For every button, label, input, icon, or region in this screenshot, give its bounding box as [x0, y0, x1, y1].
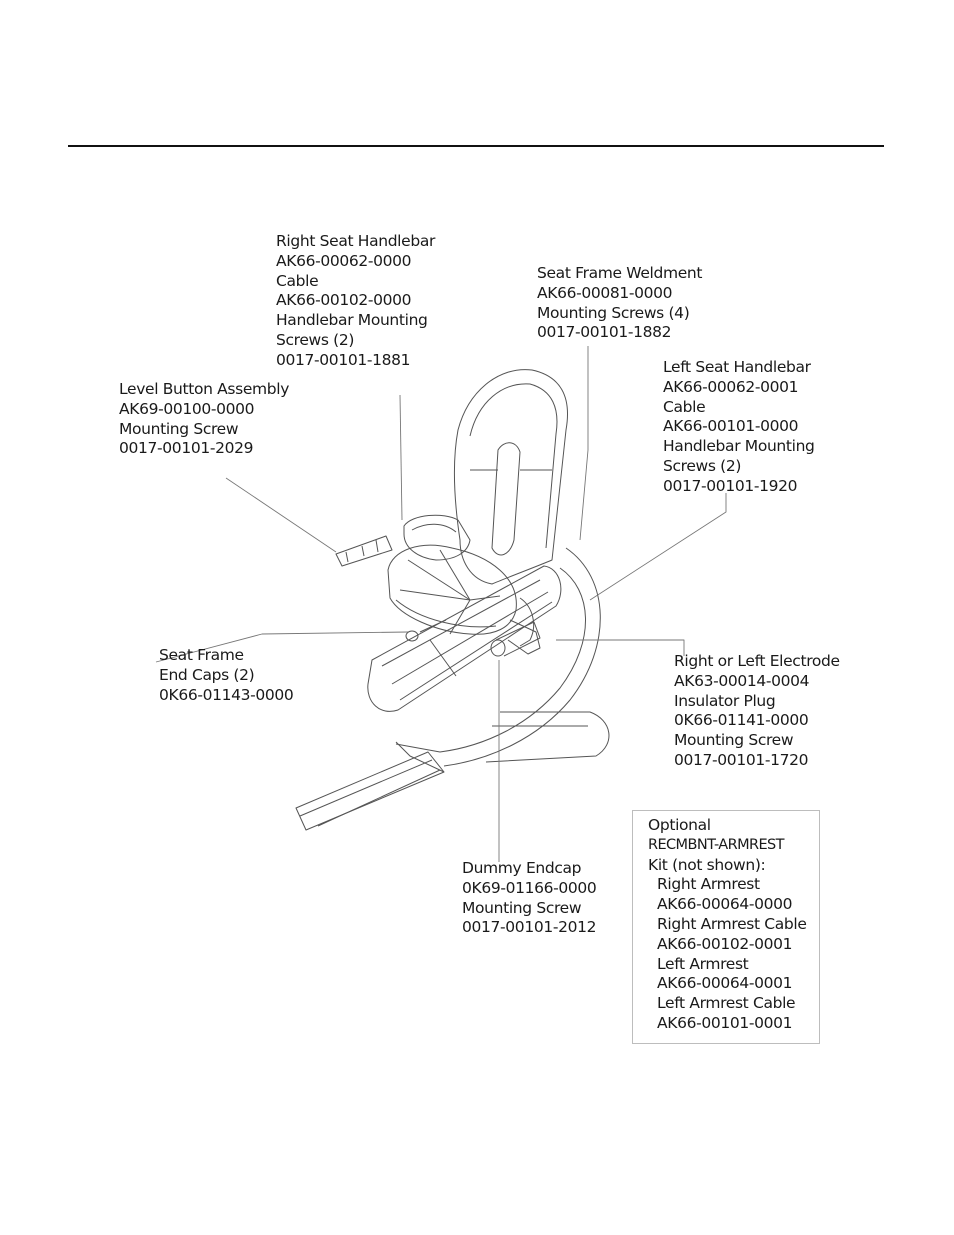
callout-line: Right or Left Electrode — [674, 652, 840, 670]
callout-line: Insulator Plug — [674, 691, 776, 710]
kit-name: RECMBNT-ARMREST — [648, 836, 784, 853]
callout-line: Mounting Screw — [462, 898, 582, 917]
backrest — [454, 370, 567, 584]
callout-line: Seat Frame Weldment — [537, 264, 703, 282]
callout-line: 0017-00101-1882 — [537, 323, 672, 342]
callout-line: 0017-00101-1920 — [663, 476, 798, 495]
callout-right-seat-handlebar — [276, 232, 435, 371]
kit-item: Left Armrest — [657, 954, 749, 973]
callout-line: AK66-00062-0000 — [276, 251, 412, 270]
callout-line: 0017-00101-1881 — [276, 350, 411, 369]
callout-seat-frame-end-caps — [159, 646, 293, 705]
armrest-kit-text — [648, 816, 807, 1034]
callout-line: AK66-00101-0000 — [663, 417, 799, 436]
callout-line: AK66-00102-0000 — [276, 291, 412, 310]
callout-line: Cable — [276, 271, 319, 290]
callout-electrode — [674, 652, 840, 771]
kit-item: Right Armrest Cable — [657, 914, 807, 933]
seat-cushion — [388, 545, 516, 634]
callout-line: 0017-00101-2012 — [462, 918, 597, 937]
callout-line: Cable — [663, 397, 706, 416]
callout-line: Right Seat Handlebar — [276, 232, 435, 250]
callout-level-button-assembly — [119, 380, 289, 459]
kit-subtitle: Kit (not shown): — [648, 855, 766, 874]
callout-line: 0017-00101-2029 — [119, 439, 254, 458]
electrode-and-endcap — [406, 620, 540, 656]
callout-line: Seat Frame — [159, 646, 244, 664]
kit-title: Optional — [648, 816, 711, 834]
callout-seat-frame-weldment — [537, 264, 702, 343]
frame-rail — [296, 742, 444, 830]
kit-item: AK66-00064-0000 — [657, 895, 793, 914]
seat-carriage — [368, 566, 561, 711]
callout-line: 0K66-01143-0000 — [159, 685, 294, 704]
kit-item: AK66-00101-0001 — [657, 1013, 793, 1032]
callout-line: 0K66-01141-0000 — [674, 711, 809, 730]
callout-line: Screws (2) — [276, 330, 355, 349]
callout-line: Mounting Screw — [119, 419, 239, 438]
callout-line: Mounting Screw — [674, 731, 794, 750]
callout-line: AK66-00062-0001 — [663, 377, 799, 396]
callout-line: Dummy Endcap — [462, 859, 582, 877]
callout-line: Left Seat Handlebar — [663, 358, 811, 376]
callout-left-seat-handlebar — [663, 358, 815, 497]
kit-item: AK66-00064-0001 — [657, 974, 793, 993]
callout-line: 0K69-01166-0000 — [462, 878, 597, 897]
callout-line: AK66-00081-0000 — [537, 283, 673, 302]
callout-line: End Caps (2) — [159, 665, 255, 684]
level-button-assembly — [336, 536, 392, 566]
callout-line: AK69-00100-0000 — [119, 399, 255, 418]
kit-item: Right Armrest — [657, 875, 760, 894]
base-frame — [396, 548, 609, 766]
kit-item: AK66-00102-0001 — [657, 934, 793, 953]
callout-dummy-endcap — [462, 859, 596, 938]
callout-line: 0017-00101-1720 — [674, 750, 809, 769]
callout-line: Handlebar Mounting — [276, 311, 428, 330]
callout-line: Handlebar Mounting — [663, 437, 815, 456]
callout-line: AK63-00014-0004 — [674, 671, 810, 690]
callout-line: Level Button Assembly — [119, 380, 290, 398]
kit-item: Left Armrest Cable — [657, 994, 796, 1013]
callout-line: Mounting Screws (4) — [537, 303, 690, 322]
callout-line: Screws (2) — [663, 456, 742, 475]
